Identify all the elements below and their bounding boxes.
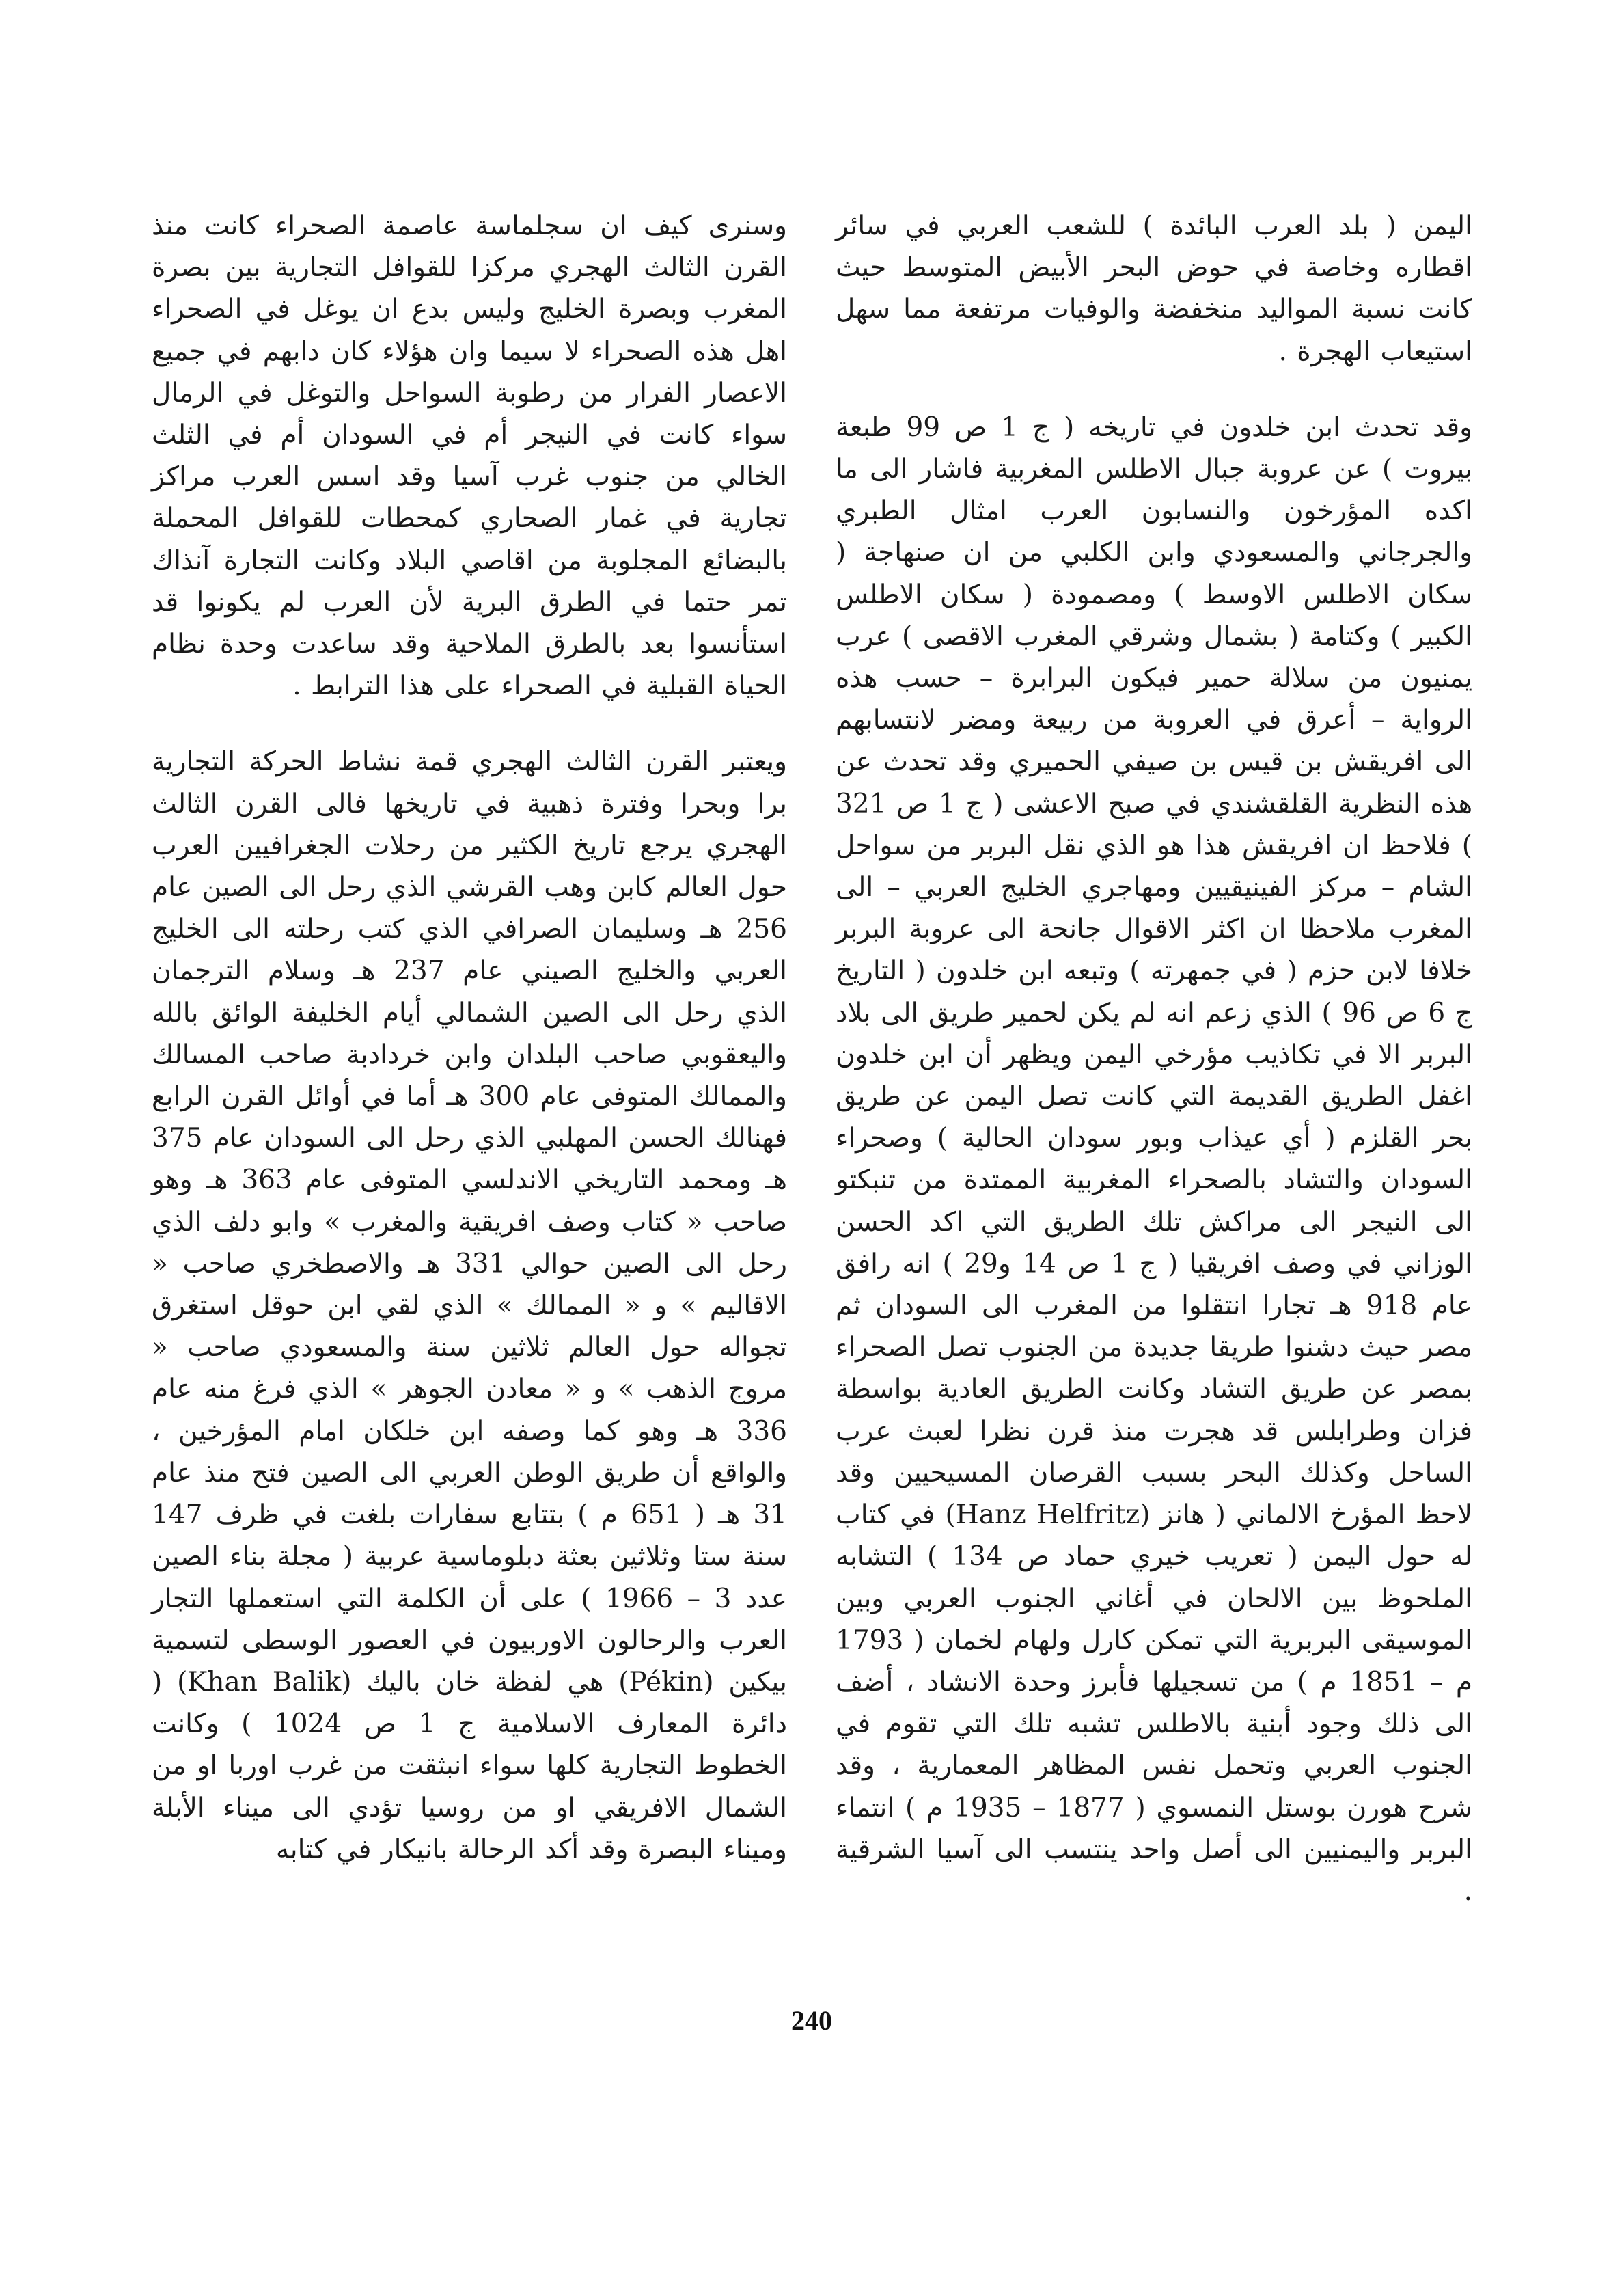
paragraph: وقد تحدث ابن خلدون في تاريخه ( ج 1 ص 99 طبعة بيروت ) عن عروبة جبال الاطلس المغربية فاشار الى ما اكده المؤرخون والنسابون العرب امثال الطبري والجرجاني والمسعودي وابن الكلبي من ان صنهاجة ( سكان الاطلس الاوسط ) ومصمودة ( سكان الاطلس الكبير ) وكتامة ( بشمال وشرقي المغرب الاقصى ) عرب يمنيون من سلالة حمير فيكون البرابرة – حسب هذه الرواية – أعرق في العروبة من ربيعة ومضر لانتسابهم الى افريقش بن قيس بن صيفي الحميري وقد تحدث عن هذه النظرية القلقشندي في صبح الاعشى ( ج 1 ص 321 ) فلاحظ ان افريقش هذا هو الذي نقل البربر من سواحل الشام – مركز الفينيقيين ومهاجري الخليج العربي – الى المغرب ملاحظا ان اكثر الاقوال جانحة الى عروبة البربر خلافا لابن حزم ( في جمهرته ) وتبعه ابن خلدون ( التاريخ ج 6 ص 96 ) الذي زعم انه لم يكن لحمير طريق الى بلاد البربر الا في تكاذيب مؤرخي اليمن ويظهر أن ابن خلدون اغفل الطريق القديمة التي كانت تصل اليمن عن طريق بحر القلزم ( أي عيذاب وبور سودان الحالية ) وصحراء السودان والتشاد بالصحراء المغربية الممتدة من تنبكتو الى النيجر الى مراكش تلك الطريق التي اكد الحسن الوزاني في وصف افريقيا ( ج 1 ص 14 و29 ) انه رافق عام 918 هـ تجارا انتقلوا من المغرب الى السودان ثم مصر حيث دشنوا طريقا جديدة من الجنوب تصل الصحراء بمصر عن طريق التشاد وكانت الطريق العادية بواسطة فزان وطرابلس قد هجرت منذ قرن نظرا لعبث عرب الساحل وكذلك البحر بسبب القرصان المسيحيين وقد لاحظ المؤرخ الالماني ( هانز (Hanz Helfritz) في كتاب له حول اليمن ( تعريب خيري حماد ص 134 ) التشابه الملحوظ بين الالحان في أغاني الجنوب العربي وبين الموسيقى البربرية التي تمكن كارل ولهام لخمان ( 1793 م – 1851 م ) من تسجيلها فأبرز وحدة الانشاد ، أضف الى ذلك وجود أبنية بالاطلس تشبه تلك التي تقوم في الجنوب العربي وتحمل نفس المظاهر المعمارية ، وقد شرح هورن بوستل النمسوي ( 1877 – 1935 م ) انتماء البربر واليمنيين الى أصل واحد ينتسب الى آسيا الشرقية . — [836, 411, 1473, 1907]
paragraph: وسنرى كيف ان سجلماسة عاصمة الصحراء كانت منذ القرن الثالث الهجري مركزا للقوافل التجارية بين بصرة المغرب وبصرة الخليج وليس بدع ان يوغل في الصحراء اهل هذه الصحراء لا سيما وان هؤلاء كان دابهم في جميع الاعصار الفرار من رطوبة السواحل والتوغل في الرمال سواء كانت في النيجر أم في السودان أم في الثلث الخالي من جنوب غرب آسيا وقد اسس العرب مراكز تجارية في غمار الصحاري كمحطات للقوافل المحملة بالبضائع المجلوبة من اقاصي البلاد وكانت التجارة آنذاك تمر حتما في الطرق البرية لأن العرب لم يكونوا قد استأنسوا بعد بالطرق الملاحية وقد ساعدت وحدة نظام الحياة القبلية في الصحراء على هذا الترابط . — [152, 210, 787, 702]
page-number: 240 — [791, 2005, 832, 2036]
paragraph: اليمن ( بلد العرب البائدة ) للشعب العربي في سائر اقطاره وخاصة في حوض البحر الأبيض المتوسط حيث كانت نسبة المواليد منخفضة والوفيات مرتفعة مما سهل استيعاب الهجرة . — [836, 210, 1473, 367]
right-text-column — [836, 205, 1472, 1912]
left-text-column — [152, 205, 787, 1871]
paragraph: ويعتبر القرن الثالث الهجري قمة نشاط الحركة التجارية برا وبحرا وفترة ذهبية في تاريخها فالى القرن الثالث الهجري يرجع تاريخ الكثير من رحلات الجغرافيين العرب حول العالم كابن وهب القرشي الذي رحل الى الصين عام 256 هـ وسليمان الصرافي الذي كتب رحلته الى الخليج العربي والخليج الصيني عام 237 هـ وسلام الترجمان الذي رحل الى الصين الشمالي أيام الخليفة الوائق بالله واليعقوبي صاحب البلدان وابن خردادبة صاحب المسالك والممالك المتوفى عام 300 هـ أما في أوائل القرن الرابع فهنالك الحسن المهلبي الذي رحل الى السودان عام 375 هـ ومحمد التاريخي الاندلسي المتوفى عام 363 هـ وهو صاحب « كتاب وصف افريقية والمغرب » وابو دلف الذي رحل الى الصين حوالي 331 هـ والاصطخري صاحب « الاقاليم » و « الممالك » الذي لقي ابن حوقل استغرق تجواله حول العالم ثلاثين سنة والمسعودي صاحب « مروج الذهب » و « معادن الجوهر » الذي فرغ منه عام 336 هـ وهو كما وصفه ابن خلكان امام المؤرخين ، والواقع أن طريق الوطن العربي الى الصين فتح منذ عام 31 هـ ( 651 م ) بتتابع سفارات بلغت في ظرف 147 سنة ستا وثلاثين بعثة دبلوماسية عربية ( مجلة بناء الصين عدد 3 – 1966 ) على أن الكلمة التي استعملها التجار العرب والرحالون الاوربيون في العصور الوسطى لتسمية بيكين (Pékin) هي لفظة خان باليك (Khan Balik) ( دائرة المعارف الاسلامية ج 1 ص 1024 ) وكانت الخطوط التجارية كلها سواء انبثقت من غرب اوربا او من الشمال الافريقي او من روسيا تؤدي الى ميناء الأبلة وميناء البصرة وقد أكد الرحالة بانيكار في كتابه — [152, 746, 788, 1865]
